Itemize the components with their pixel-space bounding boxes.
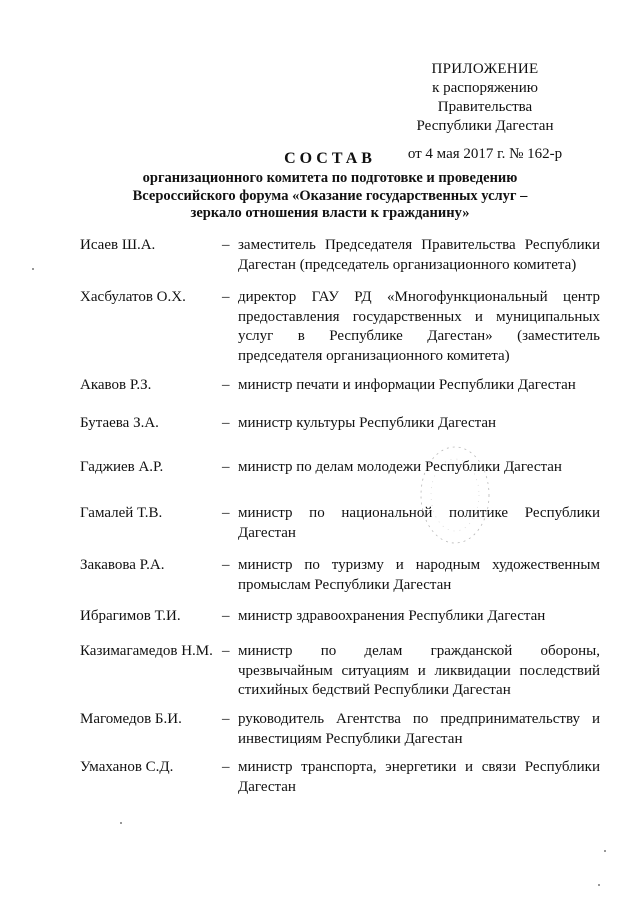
scan-speck — [32, 268, 34, 270]
member-position: заместитель Председателя Правительства Республики Дагестан (председатель организационного комитета) — [238, 237, 600, 273]
appendix-header — [385, 60, 585, 164]
scan-speck — [598, 884, 600, 886]
document-title: СОСТАВ — [284, 150, 376, 167]
appendix-line-2: Республики Дагестан — [416, 118, 554, 134]
member-name: Казимагамедов Н.М. — [80, 643, 213, 659]
heading-line-1: организационного комитета по подготовке и проведению — [142, 170, 518, 186]
member-position: министр культуры Республики Дагестан — [238, 415, 497, 431]
member-dash: – — [222, 759, 230, 775]
member-name: Закавова Р.А. — [80, 557, 165, 573]
scan-speck — [604, 850, 606, 852]
member-position: министр транспорта, энергетики и связи Республики Дагестан — [238, 759, 600, 795]
member-dash: – — [222, 557, 230, 573]
member-name: Акавов Р.З. — [80, 377, 152, 393]
member-position: директор ГАУ РД «Многофункциональный центр предоставления государственных и муниципальных услуг в Республике Дагестан» (заместитель председателя организационного комитета) — [238, 289, 600, 364]
member-dash: – — [222, 711, 230, 727]
member-name: Гамалей Т.В. — [80, 505, 163, 521]
member-dash: – — [222, 459, 230, 475]
member-position: министр по делам молодежи Республики Дагестан — [238, 459, 562, 475]
member-name: Исаев Ш.А. — [80, 237, 156, 253]
member-dash: – — [222, 377, 230, 393]
member-name: Бутаева З.А. — [80, 415, 159, 431]
heading-line-3: зеркало отношения власти к гражданину» — [190, 205, 470, 221]
scan-speck — [120, 822, 122, 824]
member-dash: – — [222, 608, 230, 624]
appendix-line-1: к распоряжению Правительства — [432, 80, 538, 115]
appendix-title: ПРИЛОЖЕНИЕ — [431, 61, 539, 77]
member-name: Гаджиев А.Р. — [80, 459, 164, 475]
member-dash: – — [222, 415, 230, 431]
member-name: Умаханов С.Д. — [80, 759, 174, 775]
member-dash: – — [222, 289, 230, 305]
member-name: Магомедов Б.И. — [80, 711, 182, 727]
document-heading — [80, 150, 580, 223]
appendix-date: от 4 мая 2017 г. № 162-р — [407, 146, 563, 162]
heading-line-2: Всероссийского форума «Оказание государственных услуг – — [132, 187, 528, 204]
member-dash: – — [222, 237, 230, 253]
member-name: Хасбулатов О.Х. — [80, 289, 186, 305]
member-position: министр по туризму и народным художественным промыслам Республики Дагестан — [238, 557, 600, 593]
member-position: министр здравоохранения Республики Дагестан — [238, 608, 546, 624]
member-position: руководитель Агентства по предпринимательству и инвестициям Республики Дагестан — [238, 711, 600, 747]
member-position: министр печати и информации Республики Дагестан — [238, 377, 576, 393]
member-dash: – — [222, 643, 230, 659]
member-position: министр по делам гражданской обороны, чрезвычайным ситуациям и ликвидации последствий стихийных бедствий Республики Дагестан — [238, 643, 600, 698]
member-position: министр по национальной политике Республики Дагестан — [238, 505, 600, 541]
member-dash: – — [222, 505, 230, 521]
member-name: Ибрагимов Т.И. — [80, 608, 181, 624]
